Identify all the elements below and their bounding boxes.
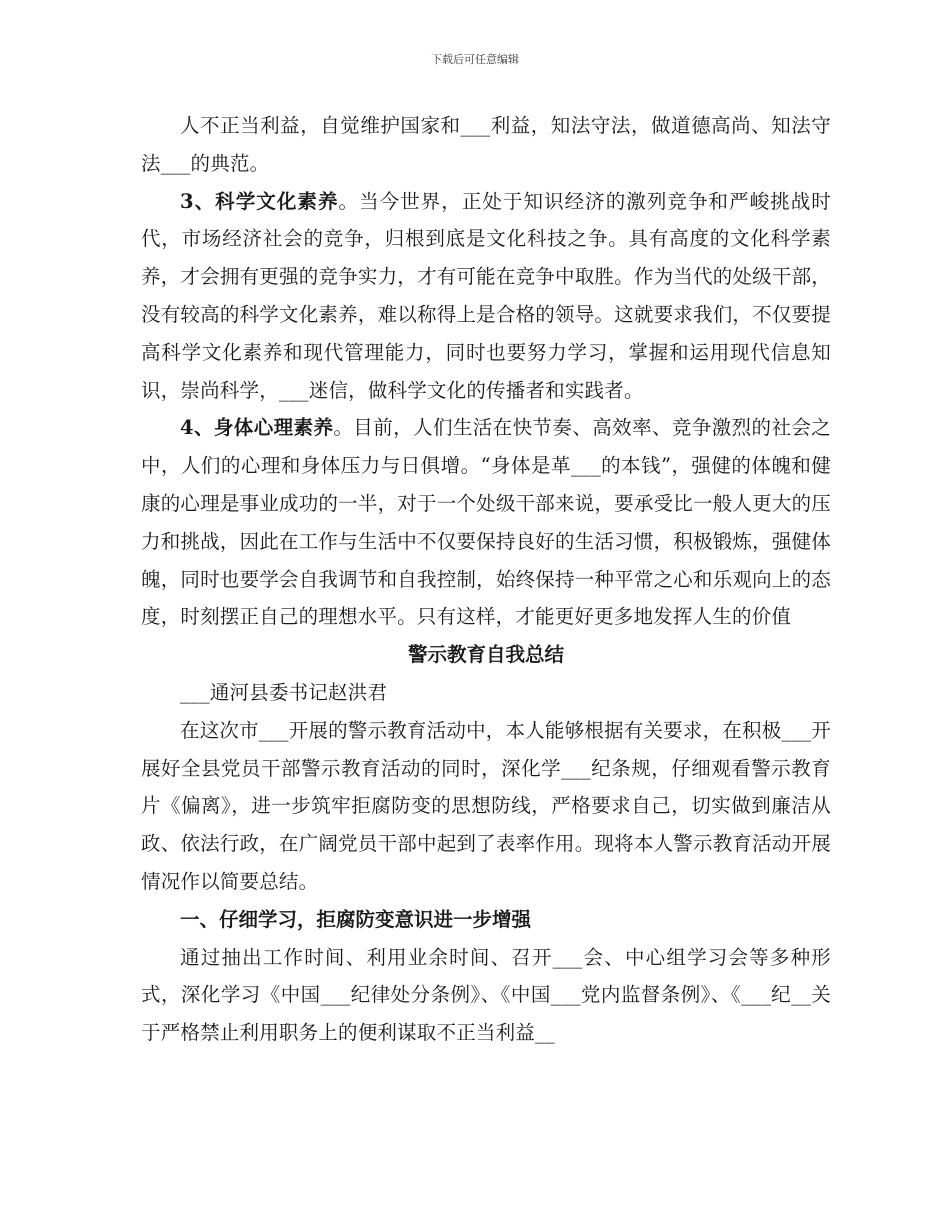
- paragraph-intro: 在这次市___开展的警示教育活动中，本人能够根据有关要求，在积极___开展好全县党员干部警示教育活动的同时，深化学___纪条规，仔细观看警示教育片《偏离》，进一步筑牢拒腐防变的思想防线，严格要求自己，切实做到廉洁从政、依法行政，在广阔党员干部中起到了表率作用。现将本人警示教育活动开展情况作以简要总结。: [141, 718, 831, 893]
- paragraph-integrity: 人不正当利益，自觉维护国家和___利益，知法守法，做道德高尚、知法守法___的典范。: [141, 114, 831, 175]
- paragraph-study: 通过抽出工作时间、利用业余时间、召开___会、中心组学习会等多种形式，深化学习《中国___纪律处分条例》、《中国___党内监督条例》、《___纪__关于严格禁止利用职务上的便利谋取不正当利益__: [141, 945, 831, 1045]
- section-heading: 一、仔细学习，拒腐防变意识进一步增强: [180, 907, 532, 931]
- paragraph-body: 。当今世界，正处于知识经济的激列竞争和严峻挑战时代，市场经济社会的竞争，归根到底是文化科技之争。具有高度的文化科学素养，才会拥有更强的竞争实力，才有可能在竞争中取胜。作为当代的处级干部，没有较高的科学文化素养，难以称得上是合格的领导。这就要求我们，不仅要提高科学文化素养和现代管理能力，同时也要努力学习，掌握和运用现代信息知识，崇尚科学，___迷信，做科学文化的传播者和实践者。: [141, 189, 831, 402]
- paragraph-science-culture: [141, 183, 831, 410]
- paragraph-lead: 4、身体心理素养: [180, 416, 334, 440]
- paragraph-lead: 3、科学文化素养: [180, 189, 339, 213]
- paragraph-body: 。目前，人们生活在快节奏、高效率、竞争激烈的社会之中，人们的心理和身体压力与日俱增。“身体是革___的本钱”，强健的体魄和健康的心理是事业成功的一半，对于一个处级干部来说，要承受比一般人更大的压力和挑战，因此在工作与生活中不仅要保持良好的生活习惯，积极锻炼，强健体魄，同时也要学会自我调节和自我控制，始终保持一种平常之心和乐观向上的态度，时刻摆正自己的理想水平。只有这样，才能更好更多地发挥人生的价值: [141, 416, 831, 629]
- paragraph-body-mind: [141, 409, 831, 636]
- author-line: ___通河县委书记赵洪君: [180, 680, 388, 704]
- document-title: 警示教育自我总结: [407, 643, 564, 667]
- document-body: [141, 107, 831, 1052]
- page-header: 下载后可任意编辑: [431, 53, 519, 66]
